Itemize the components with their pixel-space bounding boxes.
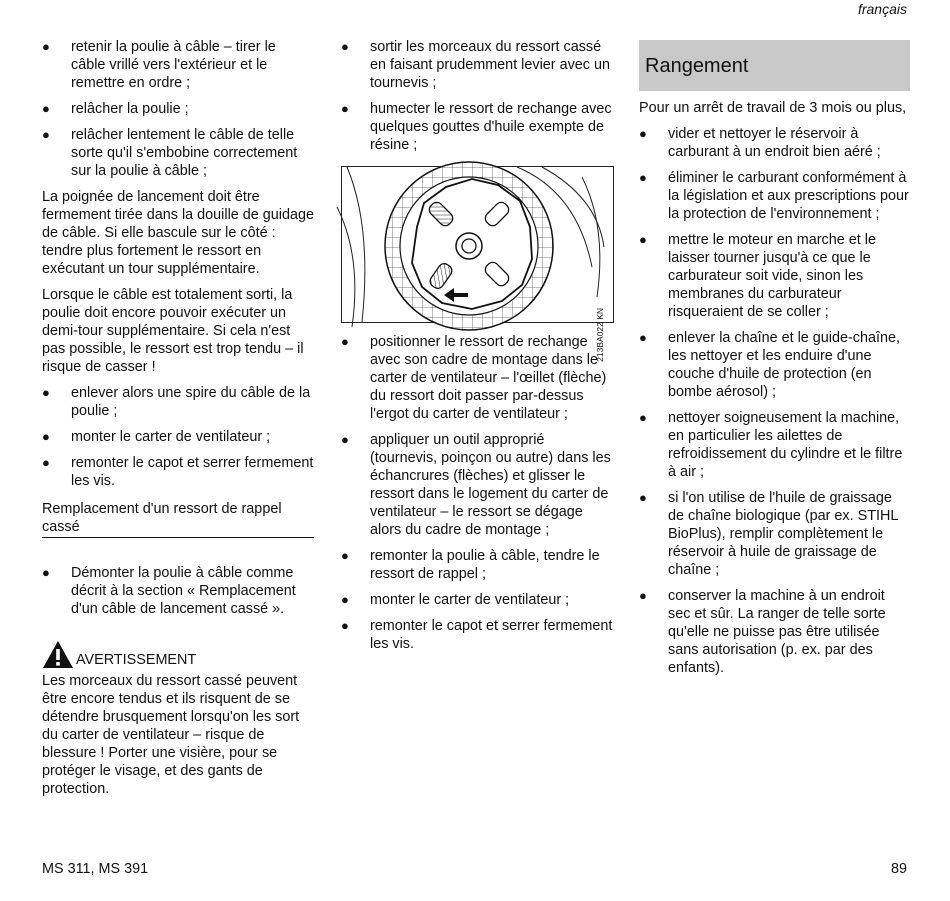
- model-footer: MS 311, MS 391: [42, 861, 149, 877]
- list-item: ● remonter le capot et serrer fermement les vis.: [42, 454, 314, 490]
- list-item: ● remonter la poulie à câble, tendre le ressort de rappel ;: [341, 547, 613, 583]
- list-item: ● relâcher lentement le câble de telle sorte qu'il s'embobine correctement sur la poulie à câble ;: [42, 126, 314, 180]
- list-item: ● si l'on utilise de l'huile de graissage de chaîne biologique (par ex. STIHL BioPlus), remplir complètement le réservoir à huile de graissage de chaîne ;: [639, 489, 910, 579]
- bullet-list: [42, 384, 314, 490]
- list-item: ● monter le carter de ventilateur ;: [341, 591, 613, 609]
- list-item: ● enlever la chaîne et le guide-chaîne, les nettoyer et les enduire d'une couche d'huile de protection (en bombe aérosol) ;: [639, 329, 910, 401]
- warning-text: Les morceaux du ressort cassé peuvent être encore tendus et ils risquent de se détendre brusquement lorsqu'on les sort du carter de ventilateur – risque de blessure ! Porter une visière, pour se protéger le visage, et des gants de protection.: [42, 673, 300, 797]
- column-left: [42, 38, 314, 806]
- bullet-list: [341, 38, 613, 154]
- list-item: ● humecter le ressort de rechange avec quelques gouttes d'huile exempte de résine ;: [341, 100, 613, 154]
- warning-header: [42, 640, 314, 669]
- bullet-list: [42, 38, 314, 180]
- list-item: ● sortir les morceaux du ressort cassé en faisant prudemment levier avec un tournevis ;: [341, 38, 613, 92]
- bullet-list: [341, 333, 613, 653]
- bullet-list: [639, 125, 910, 677]
- column-middle: [341, 38, 613, 661]
- list-item: ● conserver la machine à un endroit sec et sûr. La ranger de telle sorte qu'elle ne puisse pas être utilisée sans autorisation (p. ex. par des enfants).: [639, 587, 910, 677]
- warning-title: AVERTISSEMENT: [76, 652, 197, 668]
- paragraph: Lorsque le câble est totalement sorti, la poulie doit encore pouvoir exécuter un demi-tour supplémentaire. Si cela n'est pas possible, le ressort est trop tendu – il risque de casser !: [42, 287, 304, 375]
- section-heading: Rangement: [639, 40, 910, 91]
- list-item: ● nettoyer soigneusement la machine, en particulier les ailettes de refroidissement du cylindre et le filtre à air ;: [639, 409, 910, 481]
- intro-paragraph: Pour un arrêt de travail de 3 mois ou plus,: [639, 100, 907, 116]
- page-number: 89: [890, 861, 907, 877]
- list-item: ● appliquer un outil approprié (tournevis, poinçon ou autre) dans les échancrures (flèches) et glisser le ressort dans le logement du carter de ventilateur – le ressort se dégage alors du cadre de montage ;: [341, 431, 613, 539]
- list-item: ● enlever alors une spire du câble de la poulie ;: [42, 384, 314, 420]
- warning-triangle-icon: [42, 640, 74, 669]
- subheading: Remplacement d'un ressort de rappel cassé: [42, 500, 314, 538]
- column-right: [639, 40, 910, 685]
- list-item: ● relâcher la poulie ;: [42, 100, 314, 118]
- list-item: ● monter le carter de ventilateur ;: [42, 428, 314, 446]
- list-item: ● mettre le moteur en marche et le laisser tourner jusqu'à ce que le carburateur soit vide, sinon les membranes du carburateur risqueraient de se coller ;: [639, 231, 910, 321]
- list-item: ● positionner le ressort de rechange avec son cadre de montage dans le carter de ventilateur – l'œillet (flèche) du ressort doit passer par-dessus l'ergot du carter de ventilateur ;: [341, 333, 613, 423]
- list-item: ● éliminer le carburant conformément à la législation et aux prescriptions pour la protection de l'environnement ;: [639, 169, 910, 223]
- spring-illustration: [341, 166, 614, 362]
- figure-code: 213BA022 KN: [595, 308, 605, 362]
- language-label: français: [857, 1, 907, 17]
- list-item: ● retenir la poulie à câble – tirer le câble vrillé vers l'extérieur et le remettre en ordre ;: [42, 38, 314, 92]
- paragraph: La poignée de lancement doit être fermement tirée dans la douille de guidage de câble. Si elle bascule sur le côté : tendre plus fortement le ressort en exécutant un tour supplémentaire.: [42, 189, 314, 277]
- list-item: ● vider et nettoyer le réservoir à carburant à un endroit bien aéré ;: [639, 125, 910, 161]
- bullet-list: [42, 564, 314, 618]
- fan-housing-drawing: [342, 167, 613, 322]
- list-item: ● Démonter la poulie à câble comme décrit à la section « Remplacement d'un câble de lancement cassé ».: [42, 564, 314, 618]
- list-item: ● remonter le capot et serrer fermement les vis.: [341, 617, 613, 653]
